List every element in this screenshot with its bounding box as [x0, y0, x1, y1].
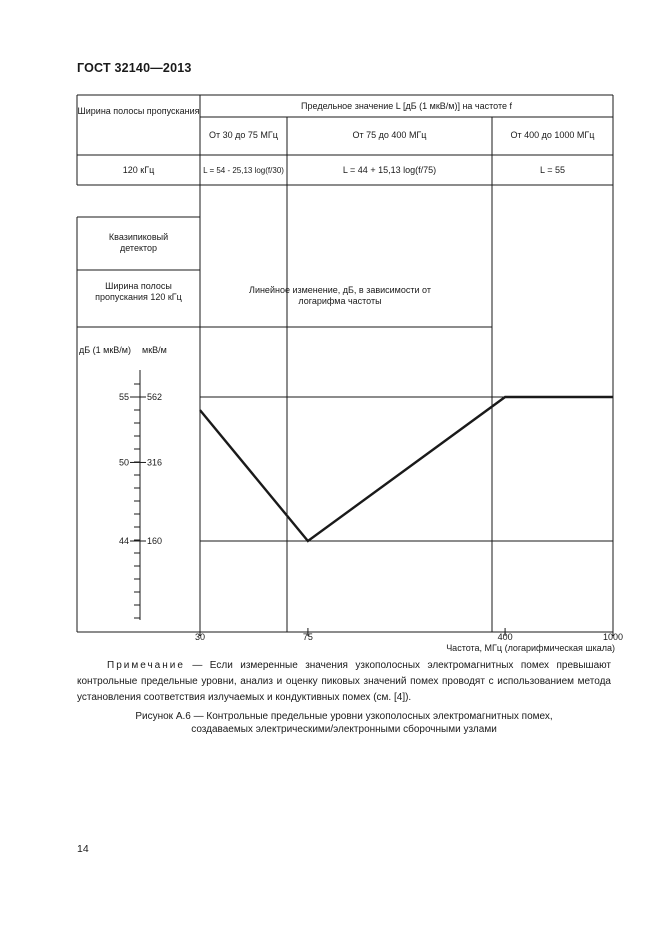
bandwidth-label: Ширина полосы пропускания 120 кГц [95, 281, 182, 302]
page-number: 14 [77, 843, 89, 855]
bandwidth-value: 120 кГц [122, 165, 155, 175]
formula-400-1000: L = 55 [540, 165, 565, 175]
y-tick-label-uv: 316 [147, 457, 163, 468]
range-75-400: От 75 до 400 МГц [352, 130, 427, 140]
x-tick-label: 400 [497, 632, 513, 642]
note-label: Примечание [107, 660, 185, 671]
caption-line-2: создаваемых электрическими/электронными сборочными узлами [191, 724, 497, 735]
note-text: — Если измеренные значения узкополосных электромагнитных помех превышают контрольные предельные уровни, анализ и оценку пиковых значений помех проводят с использованием метода установления соответствия излучаемых и кондуктивных помех (см. [4]). [77, 660, 611, 703]
figure-note [77, 658, 611, 706]
bandwidth-header: Ширина полосы пропускания [77, 106, 200, 116]
detector-label: Квазипиковый детектор [108, 232, 169, 253]
x-axis-label: Частота, МГц (логарифмическая шкала) [446, 643, 615, 653]
y-tick-label-db: 50 [118, 457, 129, 468]
y-tick-label-db: 55 [118, 392, 129, 402]
caption-line-1: Рисунок А.6 — Контрольные предельные уровни узкополосных электромагнитных помех, [135, 711, 553, 722]
x-tick-label: 30 [194, 632, 206, 642]
document-header: ГОСТ 32140—2013 [77, 61, 192, 75]
formula-75-400: L = 44 + 15,13 log(f/75) [342, 165, 437, 175]
y-axis-label-uv: мкВ/м [142, 345, 167, 355]
y-tick-label-db: 44 [118, 536, 129, 546]
range-30-75: От 30 до 75 МГц [209, 130, 278, 140]
y-tick-label-uv: 562 [147, 392, 163, 402]
x-tick-label: 1000 [602, 632, 624, 642]
y-tick-label-uv: 160 [147, 536, 163, 546]
range-400-1000: От 400 до 1000 МГц [510, 130, 595, 140]
formula-30-75: L = 54 - 25,13 log(f/30) [203, 166, 284, 175]
chart-layer [119, 384, 623, 642]
y-axis-label-db: дБ (1 мкВ/м) [79, 345, 131, 355]
chart-annotation: Линейное изменение, дБ, в зависимости от логарифма частоты [249, 285, 431, 306]
figure-caption [77, 710, 611, 736]
x-tick-label: 75 [302, 632, 313, 642]
limit-series-line [200, 397, 613, 541]
limit-header: Предельное значение L [дБ (1 мкВ/м)] на частоте f [301, 101, 512, 111]
